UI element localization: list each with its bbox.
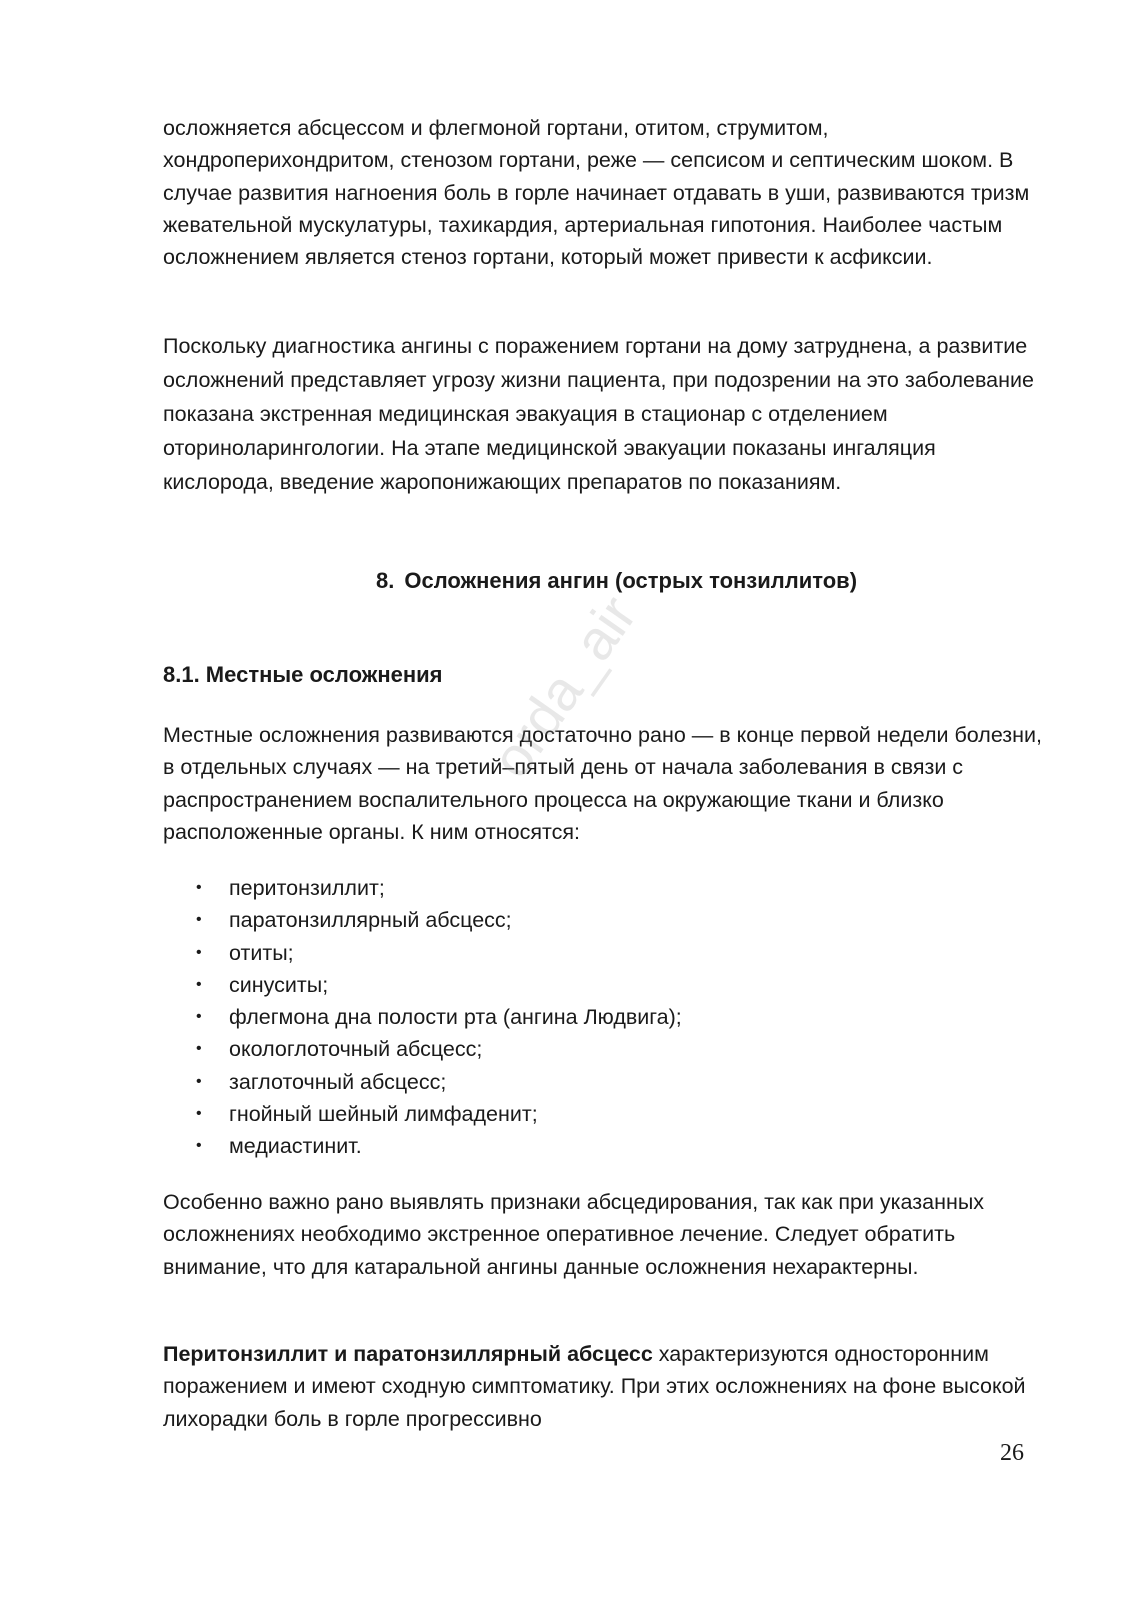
bullet-icon: • — [196, 1105, 202, 1123]
bullet-icon: • — [196, 911, 202, 929]
subsection-heading: 8.1. Местные осложнения — [163, 662, 443, 687]
section-number: 8. — [376, 568, 395, 593]
watermark: orda_air — [478, 584, 649, 789]
list-item: • паратонзиллярный абсцесс; — [163, 904, 682, 936]
bullet-icon: • — [196, 943, 202, 961]
paragraph-complications-larynx: осложняется абсцессом и флегмоной гортани, отитом, струмитом, хондроперихондритом, стенозом гортани, реже — сепсисом и септическим шоком. В случае развития нагноения боль в горле начинает отдавать в уши, развиваются тризм жевательной мускулатуры, тахикардия, артериальная гипотония. Наиболее частым осложнением является стеноз гортани, который может привести к асфиксии. — [163, 116, 1030, 270]
list-item: • гнойный шейный лимфаденит; — [163, 1098, 682, 1130]
bullet-icon: • — [196, 1040, 202, 1058]
list-item: • отиты; — [163, 937, 682, 969]
bullet-icon: • — [196, 879, 202, 896]
paragraph-abscess-warning: Особенно важно рано выявлять признаки абсцедирования, так как при указанных осложнениях необходимо экстренное оперативное лечение. Следует обратить внимание, что для катаральной ангины данные осложнения нехарактерны. — [163, 1190, 985, 1279]
list-item: • медиастинит. — [163, 1130, 682, 1162]
paragraph-peritonsillitis-lead: Перитонзиллит и паратонзиллярный абсцесс — [163, 1342, 653, 1366]
list-item: • окологлоточный абсцесс; — [163, 1033, 682, 1065]
list-item: • заглоточный абсцесс; — [163, 1066, 682, 1098]
page-number: 26 — [1000, 1440, 1024, 1466]
bullet-icon: • — [196, 1008, 202, 1026]
paragraph-peritonsillitis-body: характеризуются односторонним поражением и имеют сходную симптоматику. При этих осложнениях на фоне высокой лихорадки боль в горле прогрессивно — [163, 1342, 1026, 1431]
section-title: Осложнения ангин (острых тонзиллитов) — [404, 568, 858, 593]
list-item: • синуситы; — [163, 969, 682, 1001]
list-item: • флегмона дна полости рта (ангина Людвига); — [163, 1001, 682, 1033]
section-heading — [376, 568, 857, 594]
paragraph-local-complications: Местные осложнения развиваются достаточно рано — в конце первой недели болезни, в отдельных случаях — на третий–пятый день от начала заболевания в связи с распространением воспалительного процесса на окружающие ткани и близко расположенные органы. К ним относятся: — [163, 723, 1043, 844]
paragraph-evacuation: Поскольку диагностика ангины с поражением гортани на дому затруднена, а развитие осложнений представляет угрозу жизни пациента, при подозрении на это заболевание показана экстренная медицинская эвакуация в стационар с отделением оториноларингологии. На этапе медицинской эвакуации показаны ингаляция кислорода, введение жаропонижающих препаратов по показаниям. — [163, 334, 1034, 494]
list-item: • перитонзиллит; — [163, 872, 682, 904]
bullet-icon: • — [196, 1137, 202, 1155]
bullet-icon: • — [196, 975, 202, 993]
bullet-icon: • — [196, 1072, 202, 1090]
paragraph-peritonsillitis — [163, 1338, 1043, 1435]
complications-list — [163, 872, 682, 1163]
